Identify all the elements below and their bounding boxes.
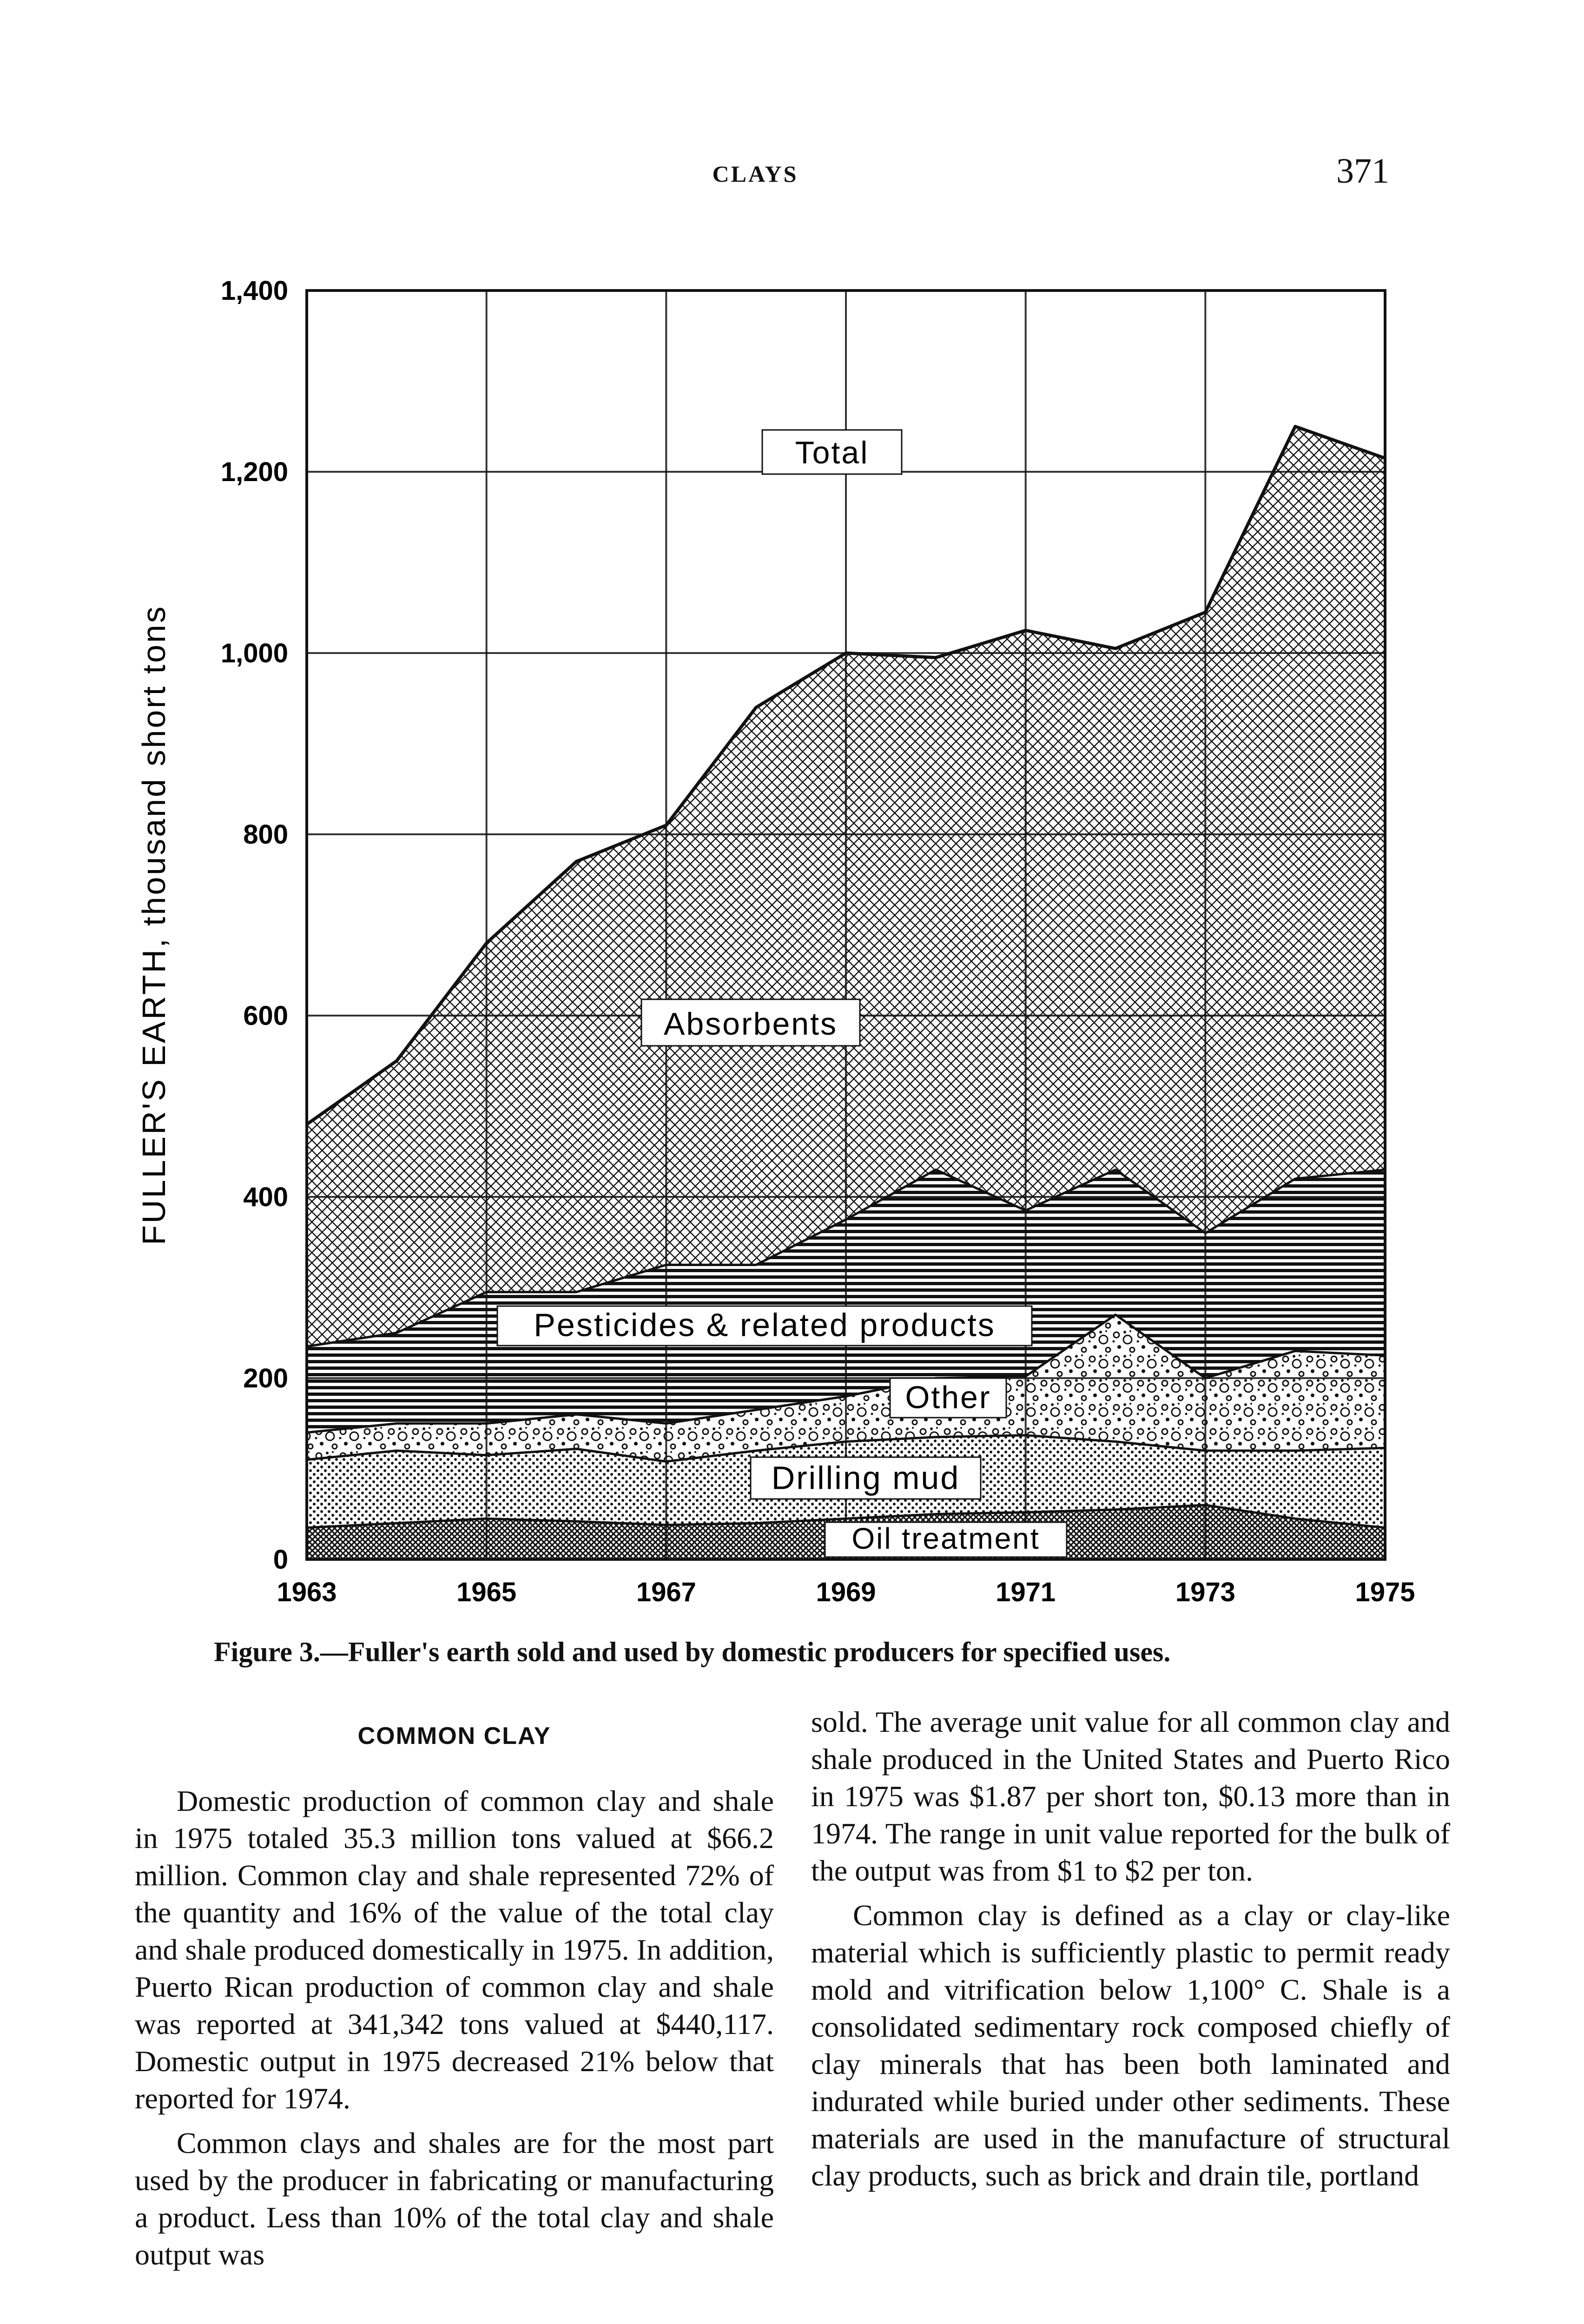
y-tick-label: 400 [243,1182,288,1212]
x-tick-label: 1975 [1355,1577,1415,1607]
label-total: Total [795,435,869,471]
y-tick-label: 600 [243,1001,288,1031]
y-tick-label: 1,000 [220,638,288,668]
page-number: 371 [1336,152,1389,191]
y-tick-label: 800 [243,819,288,850]
label-drilling-mud: Drilling mud [771,1459,960,1496]
label-other: Other [905,1380,991,1415]
x-tick-label: 1967 [636,1577,696,1607]
y-tick-label: 0 [273,1545,288,1575]
figure-caption: Figure 3.—Fuller's earth sold and used by domestic producers for specified uses. [214,1637,1171,1667]
label-pesticides: Pesticides & related products [534,1307,996,1343]
label-absorbents: Absorbents [664,1006,838,1042]
x-tick-label: 1973 [1175,1577,1235,1607]
paragraph: Domestic production of common clay and shale in 1975 totaled 35.3 million tons valued at $66.2 million. Common clay and shale represented 72% of the quantity and 16% of the value of the total clay and shale produced domestically in 1975. In addition, Puerto Rican production of common clay and shale was reported at 341,342 tons valued at $440,117. Domestic output in 1975 decreased 21% below that reported for 1974. [135,1784,774,2115]
x-tick-label: 1965 [456,1577,517,1607]
y-axis-label: FULLER'S EARTH, thousand short tons [136,605,172,1245]
section-heading: COMMON CLAY [357,1723,551,1750]
y-tick-label: 1,200 [220,457,288,487]
label-oil-treatment: Oil treatment [851,1522,1040,1555]
left-column [135,1703,774,2281]
right-column [811,1703,1450,2202]
x-tick-label: 1963 [277,1577,337,1607]
paragraph: Common clay is defined as a clay or clay-like material which is sufficiently plastic to permit ready mold and vitrification below 1,100° C. Shale is a consolidated sedimentary rock composed chiefly of clay minerals that has been both laminated and indurated while buried under other sediments. These materials are used in the manufacture of structural clay products, such as brick and drain tile, portland [811,1899,1450,2192]
y-tick-label: 200 [243,1363,288,1393]
running-head: CLAYS [712,161,799,187]
x-tick-label: 1971 [996,1577,1056,1607]
y-tick-label: 1,400 [220,276,288,306]
paragraph: sold. The average unit value for all common clay and shale produced in the United States and Puerto Rico in 1975 was $1.87 per short ton, $0.13 more than in 1974. The range in unit value reported for the bulk of the output was from $1 to $2 per ton. [811,1705,1450,1887]
x-tick-label: 1969 [816,1577,876,1607]
paragraph: Common clays and shales are for the most part used by the producer in fabricating or manufacturing a product. Less than 10% of the total clay and shale output was [135,2126,774,2271]
